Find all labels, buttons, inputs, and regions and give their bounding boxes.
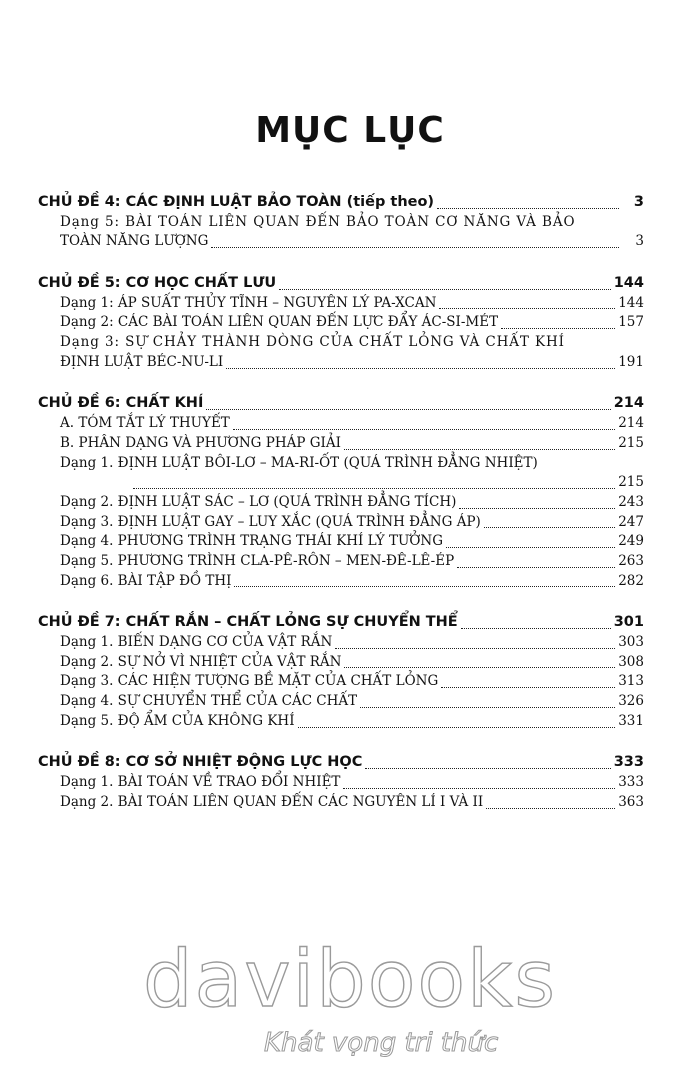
entry-title: Dạng 2. ĐỊNH LUẬT SÁC – LƠ (QUÁ TRÌNH ĐẲNG TÍCH) [60, 493, 457, 510]
toc-entry-row[interactable] [38, 513, 644, 533]
entry-title: Dạng 2. SỰ NỞ VÌ NHIỆT CỦA VẬT RẮN [60, 653, 342, 670]
entry-title: B. PHÂN DẠNG VÀ PHƯƠNG PHÁP GIẢI [60, 434, 341, 451]
dot-leader [461, 628, 611, 629]
page-number: 191 [618, 353, 644, 370]
toc-section [38, 193, 644, 252]
page-number: 326 [618, 693, 644, 710]
page-number: 3 [633, 193, 644, 210]
page-number: 249 [618, 533, 644, 550]
page-number: 247 [618, 513, 644, 530]
dot-leader [446, 547, 615, 548]
toc-entry-row[interactable] [38, 414, 644, 434]
page-number: 308 [618, 653, 644, 670]
chapter-title: CHỦ ĐỀ 7: CHẤT RẮN – CHẤT LỎNG SỰ CHUYỂN THỂ [38, 614, 458, 631]
entry-title: Dạng 3. ĐỊNH LUẬT GAY – LUY XẮC (QUÁ TRÌNH ĐẲNG ÁP) [60, 513, 481, 530]
chapter-title: CHỦ ĐỀ 8: CƠ SỞ NHIỆT ĐỘNG LỰC HỌC [38, 754, 363, 771]
dot-leader [486, 808, 615, 809]
dot-leader [133, 488, 615, 489]
entry-title: Dạng 2. BÀI TOÁN LIÊN QUAN ĐẾN CÁC NGUYÊN LÍ I VÀ II [60, 793, 484, 810]
entry-title: Dạng 1: ÁP SUẤT THỦY TĨNH – NGUYÊN LÝ PA-XCAN [60, 294, 437, 311]
toc-entry-row[interactable] [38, 633, 644, 653]
dot-leader [343, 788, 615, 789]
toc-entry-row[interactable] [38, 712, 644, 732]
toc-entry-row[interactable] [38, 454, 644, 474]
toc-entry-row[interactable] [38, 232, 644, 252]
page-number: 214 [618, 415, 644, 432]
dot-leader [457, 567, 615, 568]
page-number: 303 [618, 634, 644, 651]
toc-entry-row[interactable] [38, 692, 644, 712]
page-number: 263 [618, 552, 644, 569]
entry-title: Dạng 5. PHƯƠNG TRÌNH CLA-PÊ-RÔN – MEN-ĐÊ-LÊ-ÉP [60, 552, 455, 569]
toc-entry-row[interactable] [38, 493, 644, 513]
toc-entry-row[interactable] [38, 672, 644, 692]
dot-leader [459, 508, 615, 509]
dot-leader [335, 648, 615, 649]
entry-title: Dạng 1. BÀI TOÁN VỀ TRAO ĐỔI NHIỆT [60, 774, 341, 791]
dot-leader [226, 368, 615, 369]
dot-leader [437, 208, 619, 209]
dot-leader [233, 429, 615, 430]
entry-title: Dạng 2: CÁC BÀI TOÁN LIÊN QUAN ĐẾN LỰC ĐẨY ÁC-SI-MÉT [60, 314, 499, 331]
toc-entry-row[interactable] [38, 213, 644, 233]
page-number: 331 [618, 712, 644, 729]
entry-title: Dạng 3. CÁC HIỆN TƯỢNG BỀ MẶT CỦA CHẤT LỎNG [60, 673, 439, 690]
dot-leader [484, 527, 615, 528]
entry-title: Dạng 4. PHƯƠNG TRÌNH TRẠNG THÁI KHÍ LÝ TƯỞNG [60, 533, 444, 550]
entry-title: Dạng 1. ĐỊNH LUẬT BÔI-LƠ – MA-RI-ỐT (QUÁ TRÌNH ĐẲNG NHIỆT) [60, 454, 538, 471]
entry-title-continued: TOÀN NĂNG LƯỢNG [60, 233, 209, 250]
entry-title: Dạng 6. BÀI TẬP ĐỒ THỊ [60, 572, 232, 589]
entry-title: Dạng 4. SỰ CHUYỂN THỂ CỦA CÁC CHẤT [60, 693, 358, 710]
page-number: 3 [635, 233, 644, 250]
toc-entry-row[interactable] [38, 294, 644, 314]
page-number: 333 [618, 774, 644, 791]
dot-leader [441, 687, 615, 688]
toc-entry-row[interactable] [38, 434, 644, 454]
dot-leader [360, 707, 615, 708]
chapter-title: CHỦ ĐỀ 4: CÁC ĐỊNH LUẬT BẢO TOÀN (tiếp theo) [38, 193, 435, 210]
chapter-heading-row[interactable] [38, 613, 644, 633]
dot-leader [298, 727, 616, 728]
toc-entry-row[interactable] [38, 552, 644, 572]
toc-entry-row[interactable] [38, 353, 644, 373]
dot-leader [439, 308, 615, 309]
toc-entry-row[interactable] [38, 773, 644, 793]
toc-section [38, 274, 644, 372]
chapter-heading-row[interactable] [38, 395, 644, 415]
dot-leader [211, 247, 619, 248]
page-number: 157 [618, 314, 644, 331]
toc-entry-row[interactable] [38, 473, 644, 493]
toc-entry-row[interactable] [38, 313, 644, 333]
dot-leader [365, 768, 610, 769]
dot-leader [344, 449, 615, 450]
page-number: 333 [613, 754, 644, 771]
toc-entry-row[interactable] [38, 333, 644, 353]
chapter-heading-row[interactable] [38, 754, 644, 774]
toc-entry-row[interactable] [38, 572, 644, 592]
dot-leader [234, 586, 615, 587]
toc-entry-row[interactable] [38, 793, 644, 813]
page-title: MỤC LỤC [255, 110, 445, 151]
entry-title: Dạng 5. ĐỘ ẨM CỦA KHÔNG KHÍ [60, 712, 295, 729]
toc-entry-row[interactable] [38, 653, 644, 673]
entry-title: Dạng 5: BÀI TOÁN LIÊN QUAN ĐẾN BẢO TOÀN CƠ NĂNG VÀ BẢO [60, 213, 576, 230]
page-number: 144 [613, 275, 644, 292]
page-number: 363 [618, 793, 644, 810]
page-number: 301 [613, 614, 644, 631]
toc-section [38, 395, 644, 592]
chapter-title: CHỦ ĐỀ 5: CƠ HỌC CHẤT LƯU [38, 275, 277, 292]
chapter-heading-row[interactable] [38, 274, 644, 294]
entry-title: Dạng 1. BIẾN DẠNG CƠ CỦA VẬT RẮN [60, 634, 333, 651]
entry-title-continued: ĐỊNH LUẬT BÉC-NU-LI [60, 353, 224, 370]
dot-leader [501, 328, 615, 329]
dot-leader [206, 409, 610, 410]
entry-title: A. TÓM TẮT LÝ THUYẾT [60, 415, 230, 432]
page-number: 215 [618, 434, 644, 451]
toc-section [38, 754, 644, 813]
chapter-title: CHỦ ĐỀ 6: CHẤT KHÍ [38, 395, 204, 412]
chapter-heading-row[interactable] [38, 193, 644, 213]
toc-entry-row[interactable] [38, 532, 644, 552]
watermark-slogan: Khát vọng tri thức [264, 1028, 499, 1058]
page-number: 282 [618, 572, 644, 589]
dot-leader [279, 289, 611, 290]
page-number: 144 [618, 294, 644, 311]
page-number: 215 [618, 474, 644, 491]
page-number: 214 [613, 395, 644, 412]
page-number: 243 [618, 493, 644, 510]
page-number: 313 [618, 673, 644, 690]
toc-section [38, 613, 644, 731]
table-of-contents [38, 193, 644, 835]
dot-leader [344, 667, 615, 668]
watermark-brand: davibooks [143, 935, 557, 1025]
entry-title: Dạng 3: SỰ CHẢY THÀNH DÒNG CỦA CHẤT LỎNG VÀ CHẤT KHÍ [60, 334, 565, 351]
